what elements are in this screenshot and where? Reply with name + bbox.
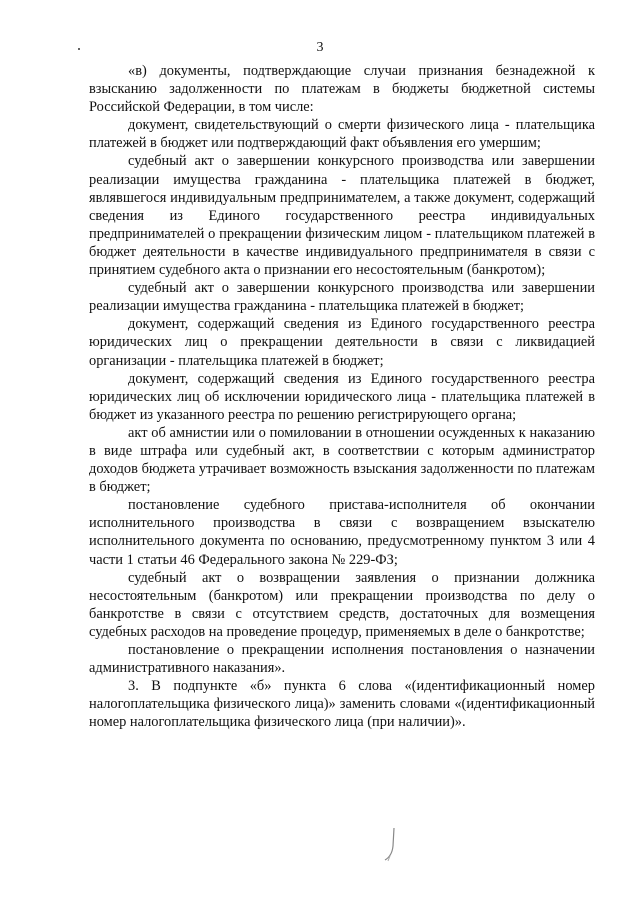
page-number: 3: [316, 40, 324, 55]
paragraph-intro: «в) документы, подтверждающие случаи признания безнадежной к взысканию задолженности по платежам в бюджеты бюджетной системы Российской Федерации, в том числе:: [89, 63, 595, 116]
paragraph-returned-application: судебный акт о возвращении заявления о признании должника несостоятельным (банкротом) или прекращении производства по делу о банкротстве в связи с отсутствием средств, достаточных для возмещения судебных расходов на проведение процедур, применяемых в деле о банкротстве;: [89, 569, 595, 640]
paragraph-administrative-penalty: постановление о прекращении исполнения постановления о назначении административного наказания».: [89, 642, 595, 677]
paragraph-amnesty: акт об амнистии или о помиловании в отношении осужденных к наказанию в виде штрафа или судебный акт, в соответствии с которым администратор доходов бюджета утрачивает возможность взыскания задолженности по платежам в бюджет;: [89, 424, 595, 496]
paragraph-amendment-3: 3. В подпункте «б» пункта 6 слова «(идентификационный номер налогоплательщика физического лица)» заменить словами «(идентификационный номер налогоплательщика физического лица (при наличии)».: [89, 678, 595, 731]
handwritten-mark: [382, 826, 402, 864]
document-body: [89, 62, 595, 731]
paragraph-liquidation: документ, содержащий сведения из Единого государственного реестра юридических лиц о прекращении деятельности в связи с ликвидацией организации - плательщика платежей в бюджет;: [89, 316, 595, 369]
paragraph-bankruptcy-citizen: судебный акт о завершении конкурсного производства или завершении реализации имущества гражданина - плательщика платежей в бюджет;: [89, 280, 595, 315]
paragraph-death-document: документ, свидетельствующий о смерти физического лица - плательщика платежей в бюджет или подтверждающий факт объявления его умершим;: [89, 117, 595, 152]
paragraph-registry-exclusion: документ, содержащий сведения из Единого государственного реестра юридических лиц об исключении юридического лица - плательщика платежей в бюджет из указанного реестра по решению регистрирующего органа;: [89, 370, 595, 423]
paragraph-bailiff-resolution: постановление судебного пристава-исполнителя об окончании исполнительного производства в связи с возвращением взыскателю исполнительного документа по основанию, предусмотренному пунктом 3 или 4 части 1 статьи 46 Федерального закона № 229-ФЗ;: [89, 497, 595, 568]
paragraph-bankruptcy-entrepreneur: судебный акт о завершении конкурсного производства или завершении реализации имущества гражданина - плательщика платежей в бюджет, являвшегося индивидуальным предпринимателем, а также документ, содержащий сведения из Единого государственного реестра индивидуальных предпринимателей о прекращении физическим лицом - плательщиком платежей в бюджет деятельности в качестве индивидуального предпринимателя в связи с принятием судебного акта о признании его несостоятельным (банкротом);: [89, 153, 595, 279]
